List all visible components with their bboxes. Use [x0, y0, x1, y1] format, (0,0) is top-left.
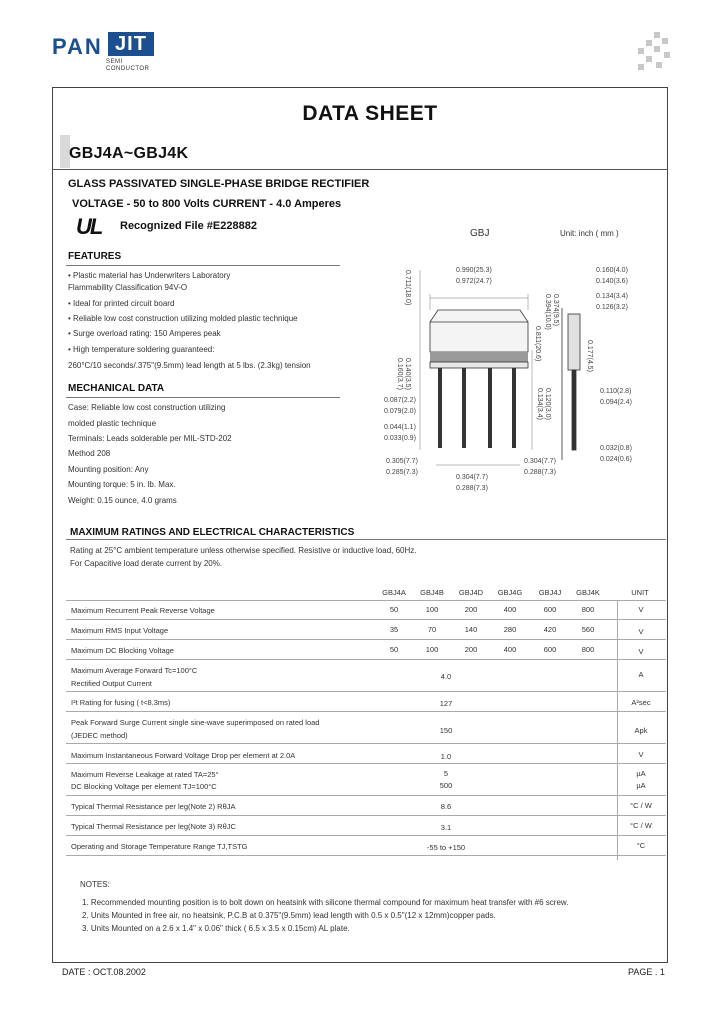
row-unit-2: µA: [636, 781, 646, 790]
row-unit: V: [638, 750, 644, 759]
row-unit: µA: [636, 769, 646, 778]
dim-label: 0.304(7.7): [524, 458, 556, 465]
package-unit: Unit: inch ( mm ): [560, 229, 619, 238]
dim-label: 0.134(3.4): [536, 388, 543, 420]
cell-value: 70: [427, 625, 437, 634]
ratings-note: Rating at 25°C ambient temperature unless otherwise specified. Resistive or inductive load, 60Hz.: [70, 546, 417, 555]
column-header: GBJ4A: [382, 588, 406, 597]
cell-value: 50: [389, 645, 399, 654]
dim-label: 0.305(7.7): [386, 458, 418, 465]
table-row: [66, 640, 666, 660]
dim-label: 0.140(3.6): [596, 278, 628, 285]
row-label-2: DC Blocking Voltage per element TJ=100°C: [71, 782, 217, 791]
row-label: Maximum Recurrent Peak Reverse Voltage: [71, 606, 215, 615]
features-heading: FEATURES: [68, 251, 122, 262]
cell-value: 100: [425, 605, 439, 614]
row-label: Maximum Instantaneous Forward Voltage Drop per element at 2.0A: [71, 751, 296, 760]
row-unit: Apk: [634, 726, 648, 735]
dim-label: 0.177(4.5): [586, 340, 593, 372]
unit-header: UNIT: [631, 588, 649, 597]
column-header: GBJ4B: [420, 588, 444, 597]
row-label: Typical Thermal Resistance per leg(Note 2) RθJA: [71, 802, 236, 811]
row-label-2: (JEDEC method): [71, 731, 128, 740]
dim-label: 0.285(7.3): [386, 469, 418, 476]
package-name: GBJ: [470, 228, 490, 239]
package-body: [430, 310, 528, 368]
row-unit: V: [638, 605, 644, 614]
package-leads: [438, 368, 516, 448]
mechanical-heading: MECHANICAL DATA: [68, 383, 165, 394]
cell-value: 420: [543, 625, 557, 634]
table-row: [66, 692, 666, 712]
row-label: Maximum RMS Input Voltage: [71, 626, 169, 635]
note-item: 2. Units Mounted in free air, no heatsink, P.C.B at 0.375"(9.5mm) lead length with 0.5 x 0.5"(12 x 12mm)copper pads.: [82, 911, 496, 920]
features-divider: [66, 265, 340, 266]
table-row: [66, 816, 666, 836]
row-unit: A²sec: [631, 698, 651, 707]
note-item: 3. Units Mounted on a 2.6 x 1.4" x 0.06" thick ( 6.5 x 3.5 x 0.15cm) AL plate.: [82, 924, 350, 933]
footer-date: DATE : OCT.08.2002: [62, 967, 146, 977]
table-row: [66, 600, 666, 620]
cell-value: -55 to +150: [426, 843, 466, 852]
dim-label: 0.304(7.7): [456, 474, 488, 481]
feature-item: • High temperature soldering guaranteed:: [68, 345, 215, 354]
mechanical-item: Mounting position: Any: [68, 465, 149, 474]
cell-value: 35: [389, 625, 399, 634]
row-label: Maximum Average Forward Tc=100°C: [71, 666, 198, 675]
package-side-view: [562, 308, 580, 460]
logo-sub-semi: SEMI: [106, 59, 123, 65]
package-outline-drawing: [370, 250, 670, 510]
product-subtitle: GLASS PASSIVATED SINGLE-PHASE BRIDGE RECTIFIER: [68, 178, 370, 190]
row-label: Maximum Reverse Leakage at rated TA=25°: [71, 770, 219, 779]
mechanical-item: Case: Reliable low cost construction utilizing: [68, 403, 226, 412]
footer-divider: [52, 962, 668, 963]
cell-value: 400: [503, 645, 517, 654]
dim-label: 0.288(7.3): [456, 485, 488, 492]
row-unit: V: [638, 647, 644, 656]
logo-sub-conductor: CONDUCTOR: [106, 66, 150, 72]
row-unit: A: [638, 670, 644, 679]
feature-item: • Plastic material has Underwriters Laboratory: [68, 271, 231, 280]
ratings-note: For Capacitive load derate current by 20%.: [70, 559, 223, 568]
cell-value: 1.0: [440, 752, 452, 761]
row-unit: °C / W: [630, 821, 652, 830]
footer-page: PAGE . 1: [628, 967, 665, 977]
table-row: [66, 660, 666, 692]
feature-item: Flammability Classification 94V-O: [68, 283, 188, 292]
part-divider: [52, 169, 668, 170]
row-unit: V: [638, 627, 644, 636]
dim-label: 0.079(2.0): [384, 408, 416, 415]
dim-label: 0.811(20.6): [534, 326, 541, 362]
cell-value: 4.0: [440, 672, 452, 681]
row-label: I²t Rating for fusing ( t<8.3ms): [71, 698, 171, 707]
dim-label: 0.032(0.8): [600, 445, 632, 452]
dim-label: 0.160(3.7): [396, 358, 403, 390]
dim-label: 0.094(2.4): [600, 399, 632, 406]
cell-value: 800: [581, 605, 595, 614]
cell-value: 150: [439, 726, 453, 735]
document-title: DATA SHEET: [302, 102, 438, 125]
recognized-file: Recognized File #E228882: [120, 220, 257, 232]
cell-value: 280: [503, 625, 517, 634]
feature-item: • Ideal for printed circuit board: [68, 299, 175, 308]
row-label: Typical Thermal Resistance per leg(Note 3) RθJC: [71, 822, 236, 831]
mechanical-divider: [66, 397, 340, 398]
feature-item: • Reliable low cost construction utilizing molded plastic technique: [68, 314, 298, 323]
mechanical-item: molded plastic technique: [68, 419, 157, 428]
cell-value: 200: [464, 605, 478, 614]
table-row: [66, 764, 666, 796]
dim-label: 0.140(3.5): [404, 358, 411, 390]
dim-label: 0.110(2.8): [600, 388, 632, 395]
cell-value: 5: [443, 769, 449, 778]
dim-label: 0.126(3.2): [596, 304, 628, 311]
mechanical-item: Weight: 0.15 ounce, 4.0 grams: [68, 496, 177, 505]
part-number: GBJ4A~GBJ4K: [69, 145, 189, 162]
dim-label: 0.044(1.1): [384, 424, 416, 431]
logo-text-jit: JIT: [108, 32, 154, 56]
row-label: Peak Forward Surge Current single sine-wave superimposed on rated load: [71, 718, 320, 727]
dim-label: 0.972(24.7): [456, 278, 492, 285]
dim-label: 0.288(7.3): [524, 469, 556, 476]
panjit-logo: [52, 30, 182, 74]
mechanical-item: Method 208: [68, 449, 111, 458]
column-header: GBJ4J: [538, 588, 562, 597]
notes-heading: NOTES:: [80, 880, 110, 889]
logo-text-pan: PAN: [52, 34, 103, 59]
feature-item: • Surge overload rating: 150 Amperes peak: [68, 329, 221, 338]
dim-label: 0.990(25.3): [456, 267, 492, 274]
cell-value: 600: [543, 645, 557, 654]
dim-label: 0.374(9.5): [552, 294, 559, 326]
dim-label: 0.033(0.9): [384, 435, 416, 442]
column-header: GBJ4K: [576, 588, 600, 597]
dim-label: 0.120(3.0): [544, 388, 551, 420]
column-header: GBJ4D: [458, 588, 484, 597]
row-label-2: Rectified Output Current: [71, 679, 152, 688]
cell-value: 100: [425, 645, 439, 654]
table-row: [66, 620, 666, 640]
dim-label: 0.087(2.2): [384, 397, 416, 404]
row-label: Operating and Storage Temperature Range TJ,TSTG: [71, 842, 248, 851]
table-row: [66, 796, 666, 816]
cell-value: 8.6: [440, 802, 452, 811]
table-row: [66, 712, 666, 744]
feature-item: 260°C/10 seconds/.375"(9.5mm) lead length at 5 lbs. (2.3kg) tension: [68, 361, 311, 370]
cell-value: 140: [464, 625, 478, 634]
table-row: [66, 744, 666, 764]
cell-value: 3.1: [440, 823, 452, 832]
row-unit: °C: [636, 841, 646, 850]
cell-value: 127: [439, 699, 453, 708]
table-row: [66, 836, 666, 856]
mechanical-item: Terminals: Leads solderable per MIL-STD-202: [68, 434, 232, 443]
voltage-current-line: VOLTAGE - 50 to 800 Volts CURRENT - 4.0 Amperes: [72, 198, 342, 210]
cell-value: 200: [464, 645, 478, 654]
cell-value: 800: [581, 645, 595, 654]
mechanical-item: Mounting torque: 5 in. lb. Max.: [68, 480, 176, 489]
cell-value: 600: [543, 605, 557, 614]
cell-value-2: 500: [439, 781, 453, 790]
dim-label: 0.711(18.0): [404, 270, 411, 306]
row-label: Maximum DC Blocking Voltage: [71, 646, 174, 655]
column-header: GBJ4G: [497, 588, 523, 597]
ratings-heading: MAXIMUM RATINGS AND ELECTRICAL CHARACTERISTICS: [70, 527, 355, 538]
ul-recognized-icon: UL: [76, 214, 102, 239]
row-unit: °C / W: [630, 801, 652, 810]
cell-value: 560: [581, 625, 595, 634]
note-item: 1. Recommended mounting position is to bolt down on heatsink with silicone thermal compound for maximum heat transfer with #6 screw.: [82, 898, 569, 907]
cell-value: 50: [389, 605, 399, 614]
dim-label: 0.394(10.0): [544, 294, 551, 330]
dim-label: 0.024(0.6): [600, 456, 632, 463]
dim-label: 0.160(4.0): [596, 267, 628, 274]
decorative-squares: [632, 32, 672, 72]
ratings-divider: [66, 539, 666, 540]
cell-value: 400: [503, 605, 517, 614]
dim-label: 0.134(3.4): [596, 293, 628, 300]
